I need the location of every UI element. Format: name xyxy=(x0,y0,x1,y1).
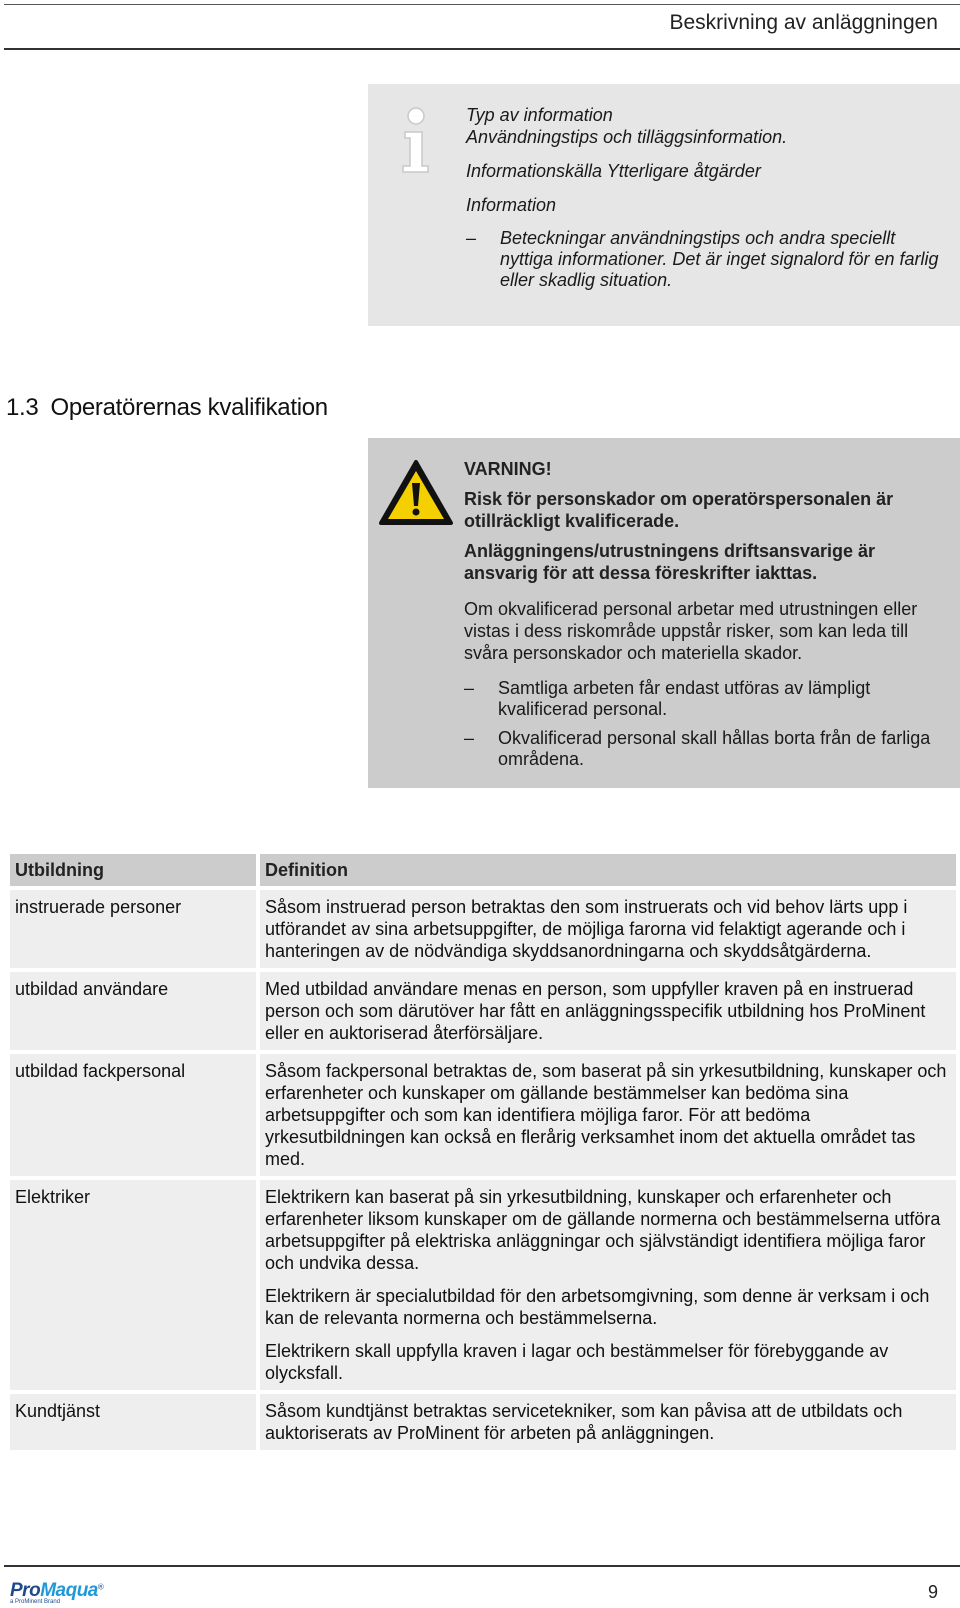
definition-text: Med utbildad användare menas en person, som uppfyller kraven på en instruerad person och som därutöver har fått en anläggningsspecifik utbildning hos ProMinent eller en auktoriserad återförsäljare. xyxy=(265,979,926,1043)
header-top-rule xyxy=(4,4,960,5)
term-cell: utbildad användare xyxy=(10,972,256,1050)
definition-text: Elektrikern kan baserat på sin yrkesutbildning, kunskaper och erfarenheter och erfarenheter liksom kunskaper om de gällande normerna och bestämmelserna utföra arbetsuppgifter på elektriska anläggningar och självständigt identifiera möjliga faror och undvika dessa. xyxy=(265,1187,941,1273)
term-cell: Elektriker xyxy=(10,1180,256,1390)
definition-text: Elektrikern skall uppfylla kraven i lagar och bestämmelser för förebyggande av olycksfall. xyxy=(265,1341,889,1383)
logo-registered-mark: ® xyxy=(97,1582,104,1592)
page-number: 9 xyxy=(927,1582,938,1602)
term-cell: utbildad fackpersonal xyxy=(10,1054,256,1176)
table-row xyxy=(10,1054,956,1176)
section-number: 1.3 xyxy=(6,394,39,421)
definition-text: Såsom fackpersonal betraktas de, som baserat på sin yrkesutbildning, kunskaper och erfarenheter och kunskaper om gällande bestämmelser kan bedöma sina arbetsuppgifter och som kan identifiera möjliga faror. För att bedöma yrkesutbildningen kan också en flerårig verksamhet inom det aktuella området tas med. xyxy=(265,1061,947,1169)
column-header-definition: Definition xyxy=(260,854,956,886)
table-row xyxy=(10,972,956,1050)
logo-maqua: Maqua xyxy=(40,1580,98,1601)
info-icon xyxy=(397,106,435,176)
section-title: Operatörernas kvalifikation xyxy=(50,394,328,421)
table-row xyxy=(10,1394,956,1450)
info-bullet-text: Beteckningar användningstips och andra speciellt nyttiga informationer. Det är inget signalord för en farlig eller skadlig situation. xyxy=(500,228,939,290)
definition-cell xyxy=(260,1054,956,1176)
definition-text: Elektrikern är specialutbildad för den arbetsomgivning, som denne är verksam i och kan de relevanta normerna och bestämmelserna. xyxy=(265,1286,930,1328)
warning-bullet-1 xyxy=(464,678,944,720)
info-line-1: Användningstips och tilläggsinformation. xyxy=(466,127,788,147)
table-row xyxy=(10,890,956,968)
bullet-dash: – xyxy=(466,228,477,248)
warning-title: VARNING! xyxy=(464,459,552,479)
logo-pro: Pro xyxy=(10,1580,41,1601)
warning-bold-1: Risk för personskador om operatörspersonalen är otillräckligt kvalificerade. xyxy=(464,489,894,531)
page-header-title: Beskrivning av anläggningen xyxy=(669,11,938,34)
definition-cell xyxy=(260,972,956,1050)
bullet-dash: – xyxy=(464,678,475,698)
definition-text: Såsom kundtjänst betraktas servicetekniker, som kan påvisa att de utbildats och auktoriserats av ProMinent för arbeten på anläggningen. xyxy=(265,1401,903,1443)
warning-bold-2: Anläggningens/utrustningens driftsansvarige är ansvarig för att dessa föreskrifter iakttas. xyxy=(464,541,876,583)
section-heading xyxy=(6,394,328,422)
definition-cell xyxy=(260,890,956,968)
bullet-dash: – xyxy=(464,728,475,748)
term-cell: Kundtjänst xyxy=(10,1394,256,1450)
info-text xyxy=(466,104,946,291)
warning-text xyxy=(464,458,944,770)
term-cell: instruerade personer xyxy=(10,890,256,968)
definition-cell xyxy=(260,1394,956,1450)
logo-subtitle: a ProMinent Brand xyxy=(10,1599,61,1605)
warning-bullet-text: Samtliga arbeten får endast utföras av lämpligt kvalificerad personal. xyxy=(498,678,871,719)
info-line-2: Informationskälla Ytterligare åtgärder xyxy=(466,161,761,181)
info-heading: Typ av information xyxy=(466,105,613,125)
info-bullet xyxy=(466,228,946,291)
logo-wordmark xyxy=(10,1580,98,1601)
definition-text: Såsom instruerad person betraktas den som instruerats och vid behov lärts upp i utförandet av sina arbetsuppgifter, de möjliga farorna vid felaktigt agerande och i hanteringen av de nödvändiga skyddsanordningarna och skyddsåtgärderna. xyxy=(265,897,908,961)
table-row xyxy=(10,1180,956,1390)
warning-body: Om okvalificerad personal arbetar med utrustningen eller vistas i dess riskområde uppstår risker, som kan leda till svåra personskador och materiella skador. xyxy=(464,599,918,663)
column-header-utbildning: Utbildning xyxy=(10,854,256,886)
footer-rule xyxy=(4,1565,960,1567)
definition-cell xyxy=(260,1180,956,1390)
table-header-row xyxy=(10,854,956,886)
qualification-table xyxy=(6,850,960,1454)
warning-bullet-2 xyxy=(464,728,944,770)
promaqua-logo xyxy=(10,1580,104,1605)
info-line-3: Information xyxy=(466,195,557,215)
warning-triangle-icon xyxy=(378,459,454,527)
header-bottom-rule xyxy=(4,48,960,50)
warning-bullet-text: Okvalificerad personal skall hållas borta från de farliga områdena. xyxy=(498,728,931,769)
